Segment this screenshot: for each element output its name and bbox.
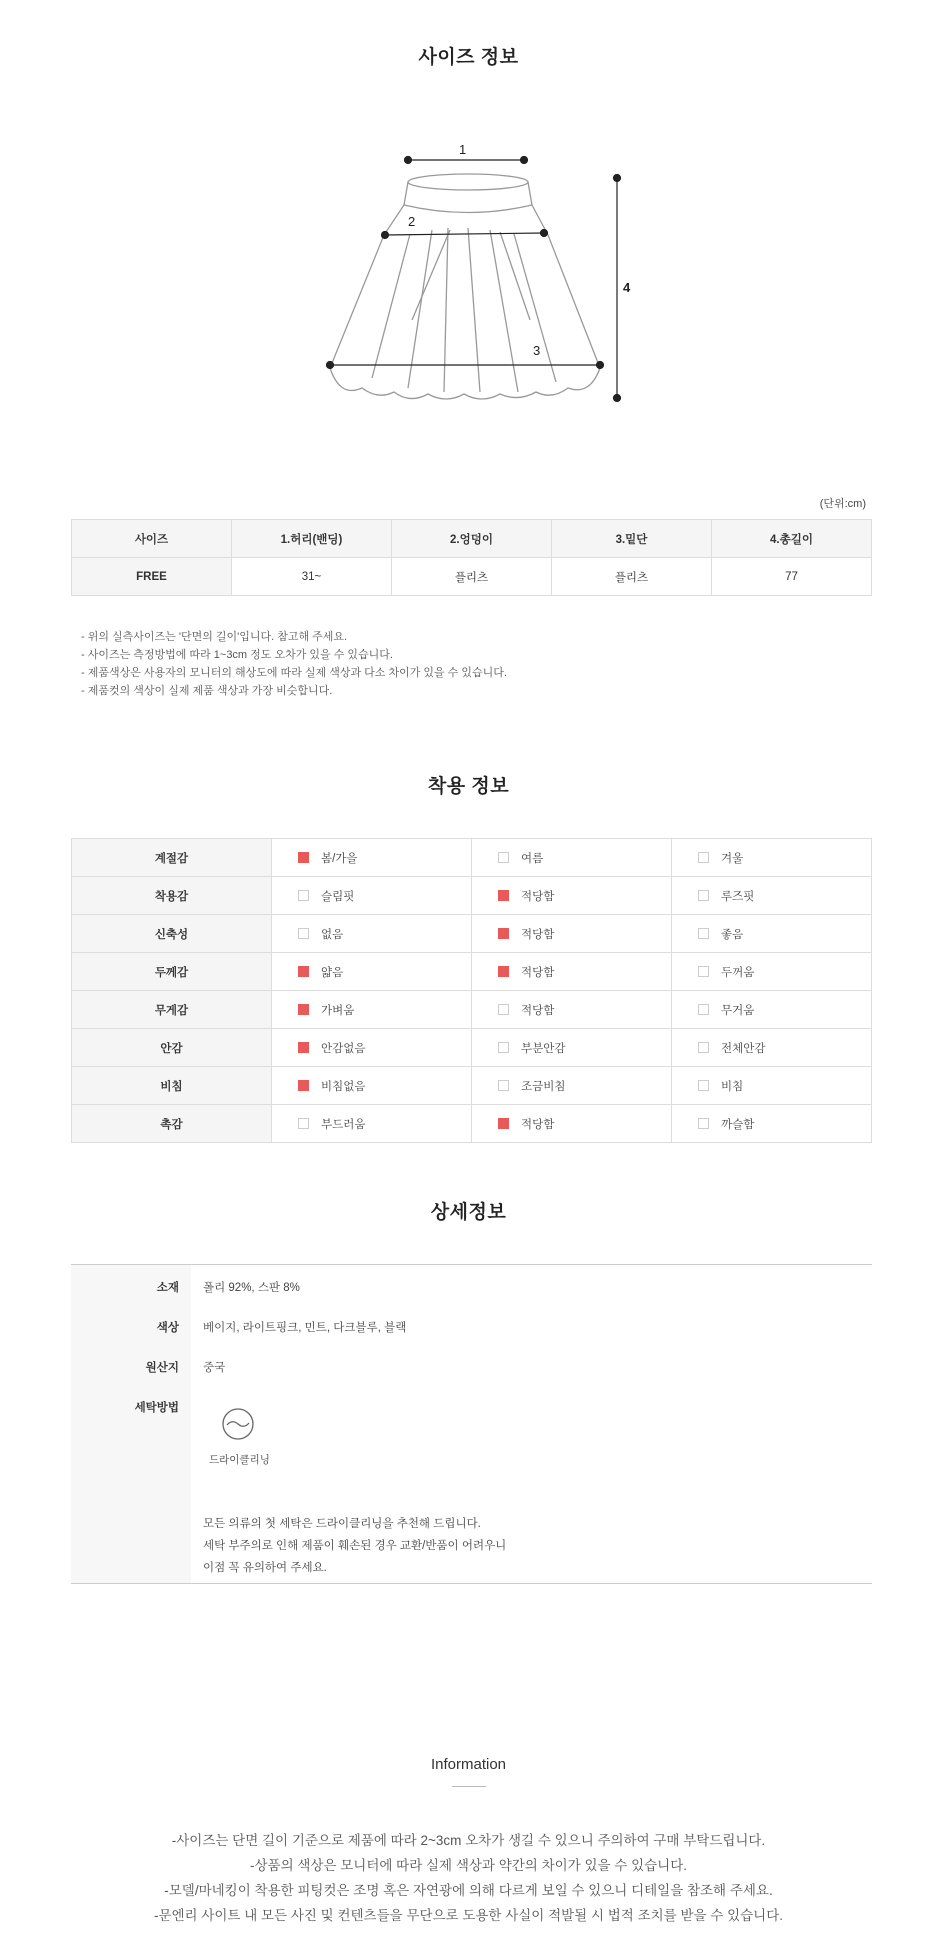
unchecked-box-icon bbox=[698, 1080, 709, 1091]
fit-table bbox=[71, 838, 872, 1143]
checked-box-icon bbox=[298, 852, 309, 863]
table-row bbox=[72, 558, 872, 596]
fit-row bbox=[72, 953, 872, 991]
information-title: Information bbox=[430, 1756, 507, 1773]
fit-option-label: 두꺼움 bbox=[721, 966, 755, 979]
unchecked-box-icon bbox=[298, 1118, 309, 1129]
fit-option-label: 겨울 bbox=[721, 852, 744, 865]
fit-option-label: 까슬함 bbox=[721, 1118, 755, 1131]
information-lines bbox=[0, 1828, 937, 1928]
unchecked-box-icon bbox=[698, 1042, 709, 1053]
wash-method: 드라이클리닝 bbox=[209, 1454, 270, 1466]
fit-option-label: 비침 bbox=[721, 1080, 744, 1093]
diagram-point bbox=[614, 395, 621, 402]
unchecked-box-icon bbox=[698, 966, 709, 977]
fit-row bbox=[72, 1029, 872, 1067]
fit-info-title: 착용 정보 bbox=[427, 776, 510, 797]
fit-option-label: 슬림핏 bbox=[321, 890, 355, 903]
fit-option-label: 비침없음 bbox=[321, 1080, 366, 1093]
fit-option bbox=[272, 1029, 472, 1067]
diagram-label-length: 4 bbox=[623, 280, 631, 295]
fit-option-label: 부드러움 bbox=[321, 1118, 366, 1131]
detail-info-title: 상세정보 bbox=[430, 1202, 507, 1223]
dry-clean-icon bbox=[221, 1407, 255, 1446]
wash-note-line: 모든 의류의 첫 세탁은 드라이클리닝을 추천해 드립니다. bbox=[203, 1518, 481, 1530]
unchecked-box-icon bbox=[698, 1004, 709, 1015]
diagram-point bbox=[614, 175, 621, 182]
size-header: 2.엉덩이 bbox=[392, 520, 552, 558]
origin-value: 중국 bbox=[203, 1362, 226, 1374]
unchecked-box-icon bbox=[698, 852, 709, 863]
diagram-point bbox=[597, 362, 604, 369]
diagram-label-waist: 1 bbox=[459, 142, 467, 157]
fit-row bbox=[72, 839, 872, 877]
fit-row-label: 안감 bbox=[72, 1029, 272, 1067]
size-notes bbox=[81, 628, 507, 700]
fit-option-label: 무거움 bbox=[721, 1004, 755, 1017]
fit-option bbox=[472, 1105, 672, 1143]
note-item: - 제품색상은 사용자의 모니터의 해상도에 따라 실제 색상과 다소 차이가 있을 수 있습니다. bbox=[81, 667, 507, 679]
fit-row bbox=[72, 915, 872, 953]
checked-box-icon bbox=[498, 1118, 509, 1129]
checked-box-icon bbox=[298, 1042, 309, 1053]
checked-box-icon bbox=[298, 1004, 309, 1015]
fit-option bbox=[672, 991, 872, 1029]
information-divider bbox=[452, 1786, 486, 1787]
fit-option-label: 적당함 bbox=[521, 1118, 555, 1131]
fit-option bbox=[272, 915, 472, 953]
wash-note-line: 이점 꼭 유의하여 주세요. bbox=[203, 1562, 327, 1574]
fit-row-label: 착용감 bbox=[72, 877, 272, 915]
unchecked-box-icon bbox=[498, 1004, 509, 1015]
fit-option-label: 좋음 bbox=[721, 928, 744, 941]
unchecked-box-icon bbox=[298, 890, 309, 901]
fit-row-label: 비침 bbox=[72, 1067, 272, 1105]
size-cell: FREE bbox=[72, 558, 232, 596]
fit-option-label: 얇음 bbox=[321, 966, 344, 979]
note-item: - 위의 실측사이즈는 '단면의 길이'입니다. 참고해 주세요. bbox=[81, 631, 348, 643]
diagram-point bbox=[521, 157, 528, 164]
size-cell: 77 bbox=[712, 558, 872, 596]
size-cell: 31~ bbox=[232, 558, 392, 596]
size-header: 3.밑단 bbox=[552, 520, 712, 558]
information-line: -문엔리 사이트 내 모든 사진 및 컨텐츠들을 무단으로 도용한 사실이 적발될 시 법적 조치를 받을 수 있습니다. bbox=[153, 1908, 784, 1923]
fit-option-label: 여름 bbox=[521, 852, 544, 865]
fit-option bbox=[272, 1105, 472, 1143]
fit-row bbox=[72, 1067, 872, 1105]
fit-option-label: 적당함 bbox=[521, 966, 555, 979]
checked-box-icon bbox=[498, 928, 509, 939]
fit-option bbox=[472, 877, 672, 915]
material-label: 소재 bbox=[156, 1282, 179, 1294]
fit-option bbox=[472, 839, 672, 877]
diagram-label-hem: 3 bbox=[533, 343, 541, 358]
checked-box-icon bbox=[498, 966, 509, 977]
fit-row-label: 계절감 bbox=[72, 839, 272, 877]
fit-option-label: 루즈핏 bbox=[721, 890, 755, 903]
fit-option bbox=[272, 877, 472, 915]
size-cell: 플리츠 bbox=[552, 558, 712, 596]
diagram-point bbox=[327, 362, 334, 369]
fit-row bbox=[72, 1105, 872, 1143]
information-line: -모델/마네킹이 착용한 피팅컷은 조명 혹은 자연광에 의해 다르게 보일 수 있으니 디테일을 참조해 주세요. bbox=[164, 1883, 773, 1898]
checked-box-icon bbox=[298, 966, 309, 977]
skirt-size-diagram bbox=[0, 130, 937, 420]
fit-option bbox=[672, 839, 872, 877]
fit-option bbox=[472, 991, 672, 1029]
fit-option-label: 가벼움 bbox=[321, 1004, 355, 1017]
size-header: 1.허리(밴딩) bbox=[232, 520, 392, 558]
fit-option-label: 조금비침 bbox=[521, 1080, 566, 1093]
unchecked-box-icon bbox=[498, 1042, 509, 1053]
fit-option bbox=[672, 877, 872, 915]
fit-option-label: 전체안감 bbox=[721, 1042, 766, 1055]
information-line: -사이즈는 단면 길이 기준으로 제품에 따라 2~3cm 오차가 생길 수 있으니 주의하여 구매 부탁드립니다. bbox=[171, 1833, 766, 1848]
fit-option bbox=[472, 1029, 672, 1067]
diagram-point bbox=[405, 157, 412, 164]
fit-option bbox=[672, 1029, 872, 1067]
fit-option-label: 적당함 bbox=[521, 890, 555, 903]
detail-label-column bbox=[71, 1265, 191, 1583]
fit-option bbox=[272, 839, 472, 877]
fit-option-label: 적당함 bbox=[521, 1004, 555, 1017]
size-table-header bbox=[72, 520, 872, 558]
size-info-title: 사이즈 정보 bbox=[418, 47, 519, 68]
unchecked-box-icon bbox=[498, 1080, 509, 1091]
material-value: 폴리 92%, 스판 8% bbox=[203, 1282, 300, 1294]
size-header: 사이즈 bbox=[72, 520, 232, 558]
fit-option-label: 없음 bbox=[321, 928, 344, 941]
fit-option-label: 부분안감 bbox=[521, 1042, 566, 1055]
fit-option bbox=[272, 953, 472, 991]
note-item: - 사이즈는 측정방법에 따라 1~3cm 정도 오차가 있을 수 있습니다. bbox=[81, 649, 393, 661]
unchecked-box-icon bbox=[298, 928, 309, 939]
fit-row-label: 무게감 bbox=[72, 991, 272, 1029]
diagram-point bbox=[541, 230, 548, 237]
fit-option bbox=[672, 915, 872, 953]
note-item: - 제품컷의 색상이 실제 제품 색상과 가장 비슷합니다. bbox=[81, 685, 333, 697]
wash-note-line: 세탁 부주의로 인해 제품이 훼손된 경우 교환/반품이 어려우니 bbox=[203, 1540, 507, 1552]
fit-option-label: 적당함 bbox=[521, 928, 555, 941]
fit-option bbox=[672, 953, 872, 991]
color-label: 색상 bbox=[156, 1322, 179, 1334]
fit-row-label: 두께감 bbox=[72, 953, 272, 991]
checked-box-icon bbox=[298, 1080, 309, 1091]
diagram-label-hip: 2 bbox=[408, 214, 416, 229]
fit-option bbox=[472, 915, 672, 953]
checked-box-icon bbox=[498, 890, 509, 901]
size-unit: (단위:cm) bbox=[819, 498, 866, 510]
diagram-point bbox=[382, 232, 389, 239]
wash-notes bbox=[203, 1513, 506, 1579]
fit-option bbox=[672, 1105, 872, 1143]
color-value: 베이지, 라이트핑크, 민트, 다크블루, 블랙 bbox=[203, 1322, 407, 1334]
origin-label: 원산지 bbox=[145, 1362, 179, 1374]
size-cell: 플리츠 bbox=[392, 558, 552, 596]
fit-option-label: 안감없음 bbox=[321, 1042, 366, 1055]
unchecked-box-icon bbox=[698, 928, 709, 939]
unchecked-box-icon bbox=[498, 852, 509, 863]
fit-option bbox=[672, 1067, 872, 1105]
detail-table bbox=[71, 1264, 872, 1584]
fit-row bbox=[72, 877, 872, 915]
fit-row bbox=[72, 991, 872, 1029]
wash-label: 세탁방법 bbox=[134, 1402, 179, 1414]
unchecked-box-icon bbox=[698, 890, 709, 901]
fit-option bbox=[472, 1067, 672, 1105]
fit-option bbox=[272, 1067, 472, 1105]
fit-row-label: 촉감 bbox=[72, 1105, 272, 1143]
fit-option-label: 봄/가을 bbox=[321, 852, 358, 865]
size-table bbox=[71, 519, 872, 596]
fit-row-label: 신축성 bbox=[72, 915, 272, 953]
unchecked-box-icon bbox=[698, 1118, 709, 1129]
information-line: -상품의 색상은 모니터에 따라 실제 색상과 약간의 차이가 있을 수 있습니다. bbox=[250, 1858, 687, 1873]
size-header: 4.총길이 bbox=[712, 520, 872, 558]
fit-option bbox=[272, 991, 472, 1029]
fit-option bbox=[472, 953, 672, 991]
